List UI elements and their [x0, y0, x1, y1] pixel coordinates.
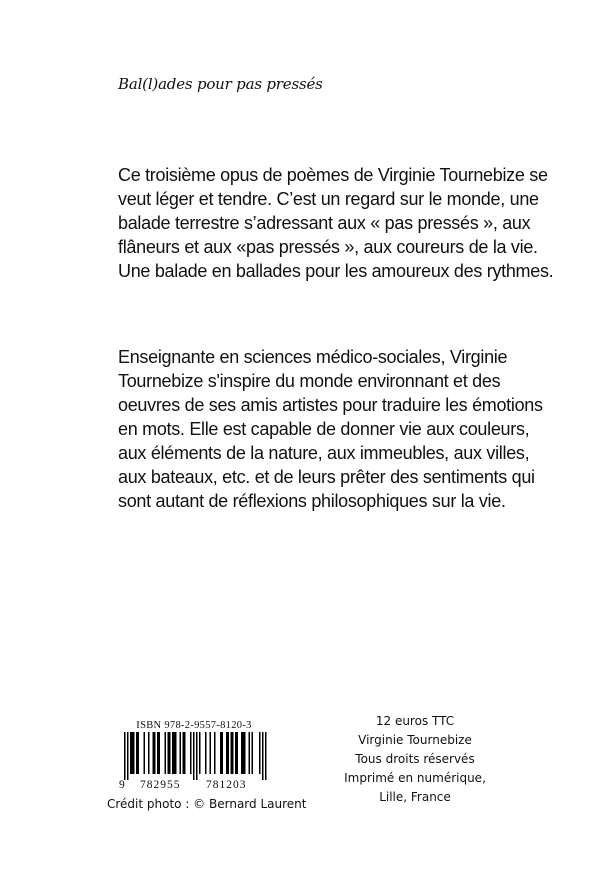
barcode-bar [231, 732, 233, 774]
barcode-bar [133, 732, 135, 774]
barcode-bar [241, 732, 243, 774]
printing-location: Lille, France [379, 790, 451, 804]
barcode-bar [210, 732, 212, 774]
publication-info [330, 712, 500, 807]
barcode-bar [153, 732, 155, 774]
barcode-bar [249, 732, 251, 774]
barcode-block [113, 719, 275, 791]
barcode-bar [196, 732, 198, 780]
barcode-bar [184, 732, 186, 774]
barcode-bar [220, 732, 222, 774]
barcode-digits-right: 781203 [206, 779, 247, 791]
barcode-bar [132, 732, 134, 774]
barcode-bar [154, 732, 156, 774]
barcode-bar [226, 732, 228, 774]
photo-credit: Crédit photo : © Bernard Laurent [107, 797, 307, 811]
barcode-bar [130, 732, 132, 774]
barcode-bar [244, 732, 246, 774]
barcode-bar [237, 732, 239, 774]
barcode-bar [205, 732, 207, 774]
barcode-bar [259, 732, 261, 774]
barcode-bar [180, 732, 182, 774]
barcode-bar [148, 732, 150, 774]
barcode-bar [157, 732, 159, 774]
barcode-bar [168, 732, 170, 774]
barcode-bar [172, 732, 174, 774]
barcode-bar [144, 732, 146, 774]
barcode-bar [124, 732, 126, 780]
barcode-digit-first: 9 [119, 779, 125, 791]
barcode-bar [199, 732, 201, 774]
barcode-bar [169, 732, 171, 774]
rights-notice: Tous droits réservés [355, 752, 475, 766]
barcode-digits-left: 782955 [140, 779, 181, 791]
barcode-bar [175, 732, 177, 774]
barcode-bar [165, 732, 167, 774]
barcode-bar [136, 732, 138, 774]
barcode-bar [235, 732, 237, 774]
barcode-bar [222, 732, 224, 774]
barcode-bar [193, 732, 195, 780]
barcode-bar [214, 732, 216, 774]
barcode-bar [265, 732, 267, 780]
printing-notice: Imprimé en numérique, [344, 771, 486, 785]
summary-paragraph: Ce troisième opus de poèmes de Virginie Tournebize se veut léger et tendre. C’est un regard sur le monde, une balade terrestre s’adressant aux « pas pressés », aux flâneurs et aux «pas pressés », aux coureurs de la vie. Une balade en ballades pour les amoureux des rythmes. [118, 165, 554, 281]
barcode-bar [183, 732, 185, 774]
author-bio-paragraph: Enseignante en sciences médico-sociales, Virginie Tournebize s'inspire du monde environnant et des oeuvres de ses amis artistes pour traduire les émotions en mots. Elle est capable de donner vie aux couleurs, aux éléments de la nature, aux immeubles, aux villes, aux bateaux, etc. et de leurs prêter des sentiments qui sont autant de réflexions philosophiques sur la vie. [118, 347, 543, 511]
price: 12 euros TTC [375, 714, 455, 728]
barcode-digits [113, 779, 275, 791]
book-title: Bal(l)ades pour pas pressés [118, 75, 323, 93]
barcode-bar [232, 732, 234, 774]
barcode-bar [228, 732, 230, 774]
barcode-bar [127, 732, 129, 780]
isbn-label: ISBN 978-2-9557-8120-3 [136, 720, 252, 731]
barcode-bar [159, 732, 161, 774]
author-name: Virginie Tournebize [358, 733, 472, 747]
barcode-bar [138, 732, 140, 774]
barcode-bar [243, 732, 245, 774]
barcode-bar [174, 732, 176, 774]
barcode-bar [190, 732, 192, 774]
barcode-bar [252, 732, 254, 774]
barcode-image [113, 732, 275, 780]
barcode-bar [262, 732, 264, 780]
